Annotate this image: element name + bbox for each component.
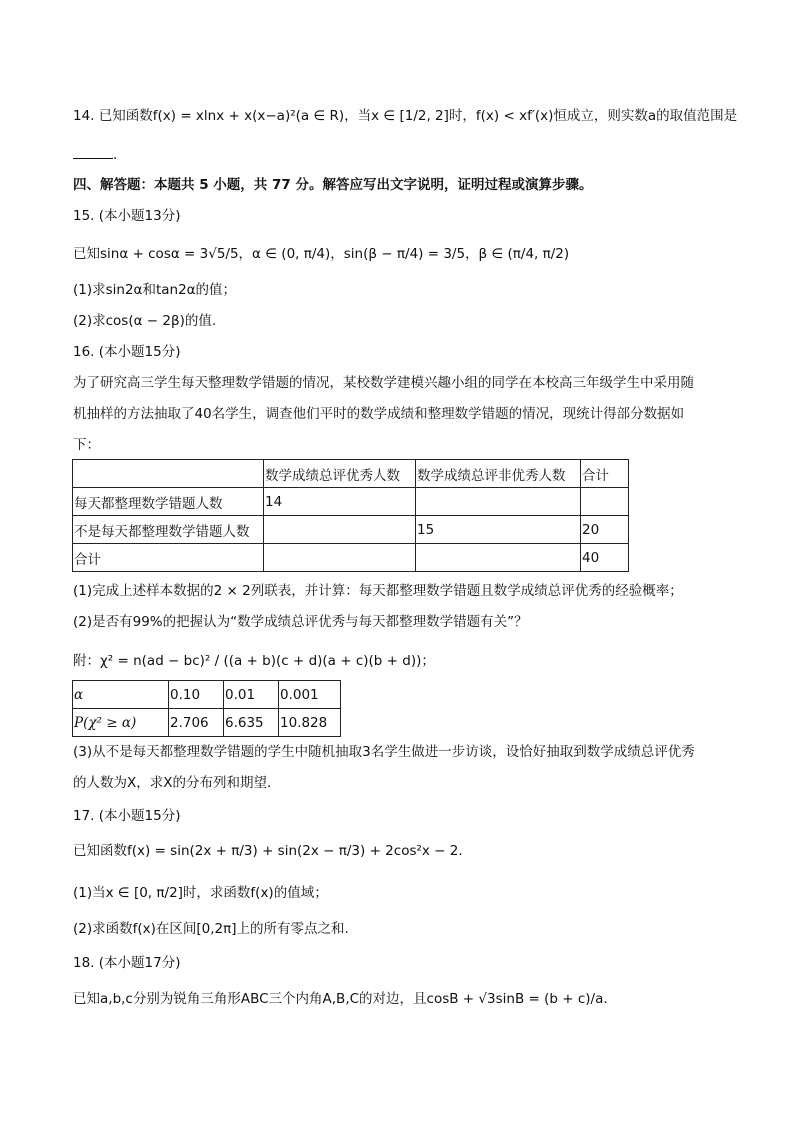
- section-4-heading: 四、解答题：本题共 5 小题，共 77 分。解答应写出文字说明，证明过程或演算步骤。: [73, 177, 593, 193]
- q15-part2: (2)求cos(α − 2β)的值.: [73, 313, 217, 329]
- table-cell: 0.10: [169, 681, 224, 709]
- table-row: [73, 544, 629, 572]
- table-cell: 6.635: [224, 709, 279, 737]
- table-cell: 不是每天都整理数学错题人数: [73, 516, 264, 544]
- q17-part1: (1)当x ∈ [0, π/2]时，求函数f(x)的值域；: [73, 885, 328, 901]
- q16-appendix-formula: 附：χ² = n(ad − bc)² / ((a + b)(c + d)(a + c)(b + d))；: [73, 653, 435, 669]
- table-cell: 0.01: [224, 681, 279, 709]
- q15-stem: 已知sinα + cosα = 3√5/5，α ∈ (0, π/4)，sin(β − π/4) = 3/5，β ∈ (π/4, π/2): [73, 246, 570, 262]
- table-cell: 数学成绩总评非优秀人数: [416, 460, 581, 488]
- table-cell: [416, 488, 581, 516]
- q14-line2: [73, 145, 117, 165]
- table-cell: 合计: [73, 544, 264, 572]
- table-cell: α: [73, 681, 169, 709]
- q17-part2: (2)求函数f(x)在区间[0,2π]上的所有零点之和.: [73, 921, 349, 937]
- table-header-row: [73, 460, 629, 488]
- table-cell: 数学成绩总评优秀人数: [264, 460, 416, 488]
- table-row: [73, 516, 629, 544]
- table-cell: 0.001: [279, 681, 341, 709]
- q16-part3-line1: (3)从不是每天都整理数学错题的学生中随机抽取3名学生做进一步访谈，设恰好抽取到数学成绩总评优秀: [73, 744, 695, 760]
- table-cell: 10.828: [279, 709, 341, 737]
- answer-blank: [73, 146, 113, 159]
- critical-value-table: [72, 680, 341, 737]
- table-cell: 2.706: [169, 709, 224, 737]
- q14-line1: 14. 已知函数f(x) = xlnx + x(x−a)²(a ∈ R)，当x ∈ [1/2, 2]时，f(x) < xf′(x)恒成立，则实数a的取值范围是: [73, 108, 738, 124]
- q15-header: 15. (本小题13分): [73, 208, 181, 224]
- q16-part3-line2: 的人数为X，求X的分布列和期望.: [73, 775, 272, 791]
- q16-header: 16. (本小题15分): [73, 344, 181, 360]
- table-row: [73, 681, 341, 709]
- q14-period: .: [113, 147, 118, 163]
- q16-stem-2: 机抽样的方法抽取了40名学生，调查他们平时的数学成绩和整理数学错题的情况，现统计得部分数据如: [73, 406, 685, 422]
- q17-header: 17. (本小题15分): [73, 808, 181, 824]
- table-row: [73, 709, 341, 737]
- table-cell: [73, 460, 264, 488]
- q16-stem-1: 为了研究高三学生每天整理数学错题的情况，某校数学建模兴趣小组的同学在本校高三年级学生中采用随: [73, 375, 694, 391]
- table-cell: P(χ² ≥ α): [73, 709, 169, 737]
- q18-header: 18. (本小题17分): [73, 955, 181, 971]
- table-cell: [264, 516, 416, 544]
- q16-part1: (1)完成上述样本数据的2 × 2列联表，并计算：每天都整理数学错题且数学成绩总评优秀的经验概率；: [73, 583, 683, 599]
- q16-stem-3: 下：: [73, 437, 100, 453]
- q17-stem: 已知函数f(x) = sin(2x + π/3) + sin(2x − π/3) + 2cos²x − 2.: [73, 843, 463, 859]
- table-cell: 40: [581, 544, 629, 572]
- contingency-table: [72, 459, 629, 572]
- table-cell: 20: [581, 516, 629, 544]
- table-cell: [416, 544, 581, 572]
- q15-part1: (1)求sin2α和tan2α的值；: [73, 282, 237, 298]
- table-cell: 每天都整理数学错题人数: [73, 488, 264, 516]
- q16-part2: (2)是否有99%的把握认为“数学成绩总评优秀与每天都整理数学错题有关”？: [73, 614, 528, 630]
- table-row: [73, 488, 629, 516]
- table-cell: [581, 488, 629, 516]
- table-cell: 14: [264, 488, 416, 516]
- table-cell: 合计: [581, 460, 629, 488]
- q18-stem: 已知a,b,c分别为锐角三角形ABC三个内角A,B,C的对边，且cosB + √3sinB = (b + c)/a.: [73, 991, 608, 1007]
- table-cell: [264, 544, 416, 572]
- table-cell: 15: [416, 516, 581, 544]
